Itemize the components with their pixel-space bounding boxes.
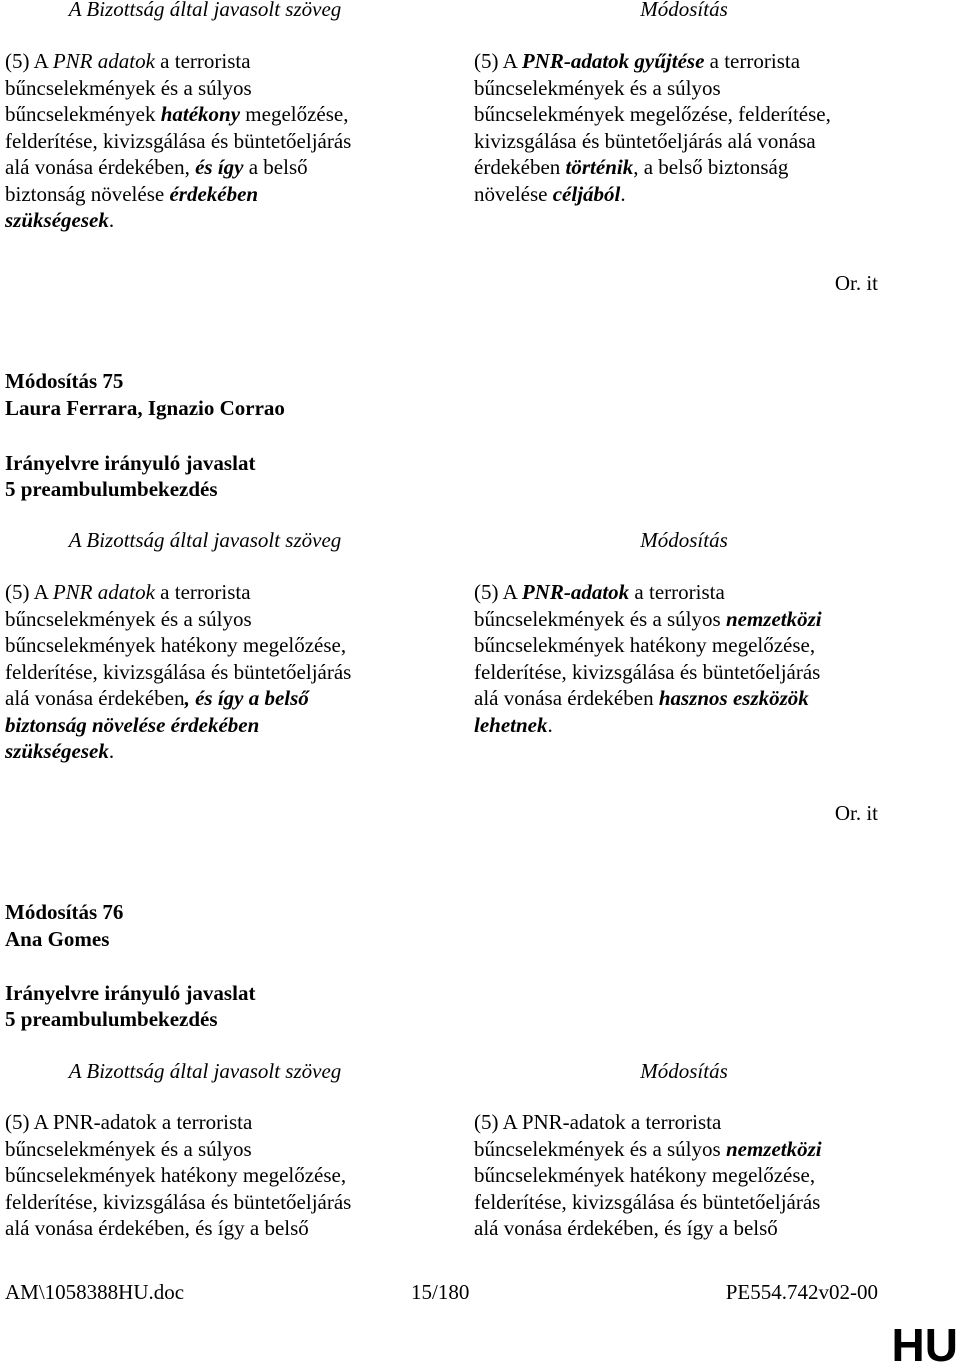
text-run: PNR-adatok [521, 580, 630, 604]
amendment-text-paragraph [474, 1109, 894, 1242]
text-line [5, 685, 405, 712]
text-run: (5) A PNR-adatok a terrorista [474, 1110, 722, 1134]
text-line [474, 579, 894, 606]
text-line [474, 75, 894, 102]
text-line [474, 181, 894, 208]
text-line [474, 1109, 894, 1136]
text-run: érdekében [169, 181, 259, 206]
text-run: a terrorista [154, 49, 251, 73]
text-run: kivizsgálása és büntetőeljárás alá vonása [474, 128, 816, 153]
text-run: . [620, 181, 626, 206]
text-run: bűncselekmények hatékony megelőzése, [5, 1163, 347, 1187]
text-run: bűncselekmények és a súlyos [474, 1136, 726, 1161]
text-run: szükségesek [5, 739, 109, 763]
text-line [5, 1109, 405, 1136]
text-run: lehetnek [474, 712, 548, 737]
text-line [5, 712, 405, 739]
text-run: nemzetközi [725, 606, 822, 631]
text-line [474, 606, 894, 633]
amendment-text-paragraph [474, 579, 894, 738]
text-run: hatékony [160, 102, 241, 126]
footer-pe-reference: PE554.742v02-00 [725, 1280, 878, 1304]
text-run: (5) A PNR-adatok a terrorista [5, 1110, 253, 1134]
original-language-label: Or. it [834, 271, 878, 295]
text-line [474, 154, 894, 181]
text-run: alá vonása érdekében, [5, 155, 196, 179]
text-run: alá vonása érdekében [5, 686, 185, 710]
text-line [5, 154, 405, 181]
text-run: nemzetközi [725, 1136, 822, 1161]
text-run: PNR adatok [52, 49, 155, 73]
text-run: és így [195, 155, 244, 179]
text-run: a terrorista [629, 580, 725, 604]
proposal-type: Irányelvre irányuló javaslat [5, 451, 256, 475]
text-run: a terrorista [704, 49, 801, 73]
footer-page-number: 15/180 [411, 1280, 470, 1304]
amendment-authors: Laura Ferrara, Ignazio Corrao [5, 396, 285, 420]
text-run: . [547, 712, 553, 737]
text-line [474, 1162, 894, 1189]
text-run: felderítése, kivizsgálása és büntetőeljárás [5, 128, 352, 153]
text-run: (5) A [5, 580, 53, 604]
commission-text-paragraph [5, 1109, 405, 1242]
amendment-number: Módosítás 75 [5, 369, 124, 393]
text-run: biztonság növelése [5, 181, 170, 206]
text-run: a terrorista [154, 580, 251, 604]
text-line [5, 738, 405, 765]
text-run: céljából [552, 181, 621, 206]
right-column-header: Módosítás [640, 0, 728, 21]
original-language-label: Or. it [834, 801, 878, 825]
text-line [474, 101, 894, 128]
text-line [474, 1215, 894, 1242]
text-run: PNR-adatok gyűjtése [521, 49, 705, 73]
text-run: bűncselekmények és a súlyos [5, 606, 252, 631]
text-line [5, 207, 405, 234]
text-line [5, 101, 405, 128]
text-run: bűncselekmények hatékony megelőzése, [5, 633, 347, 657]
text-run: bűncselekmények hatékony megelőzése, [474, 1163, 816, 1187]
text-run: bűncselekmények [5, 102, 161, 126]
text-line [5, 579, 405, 606]
text-line [474, 659, 894, 686]
text-run: (5) A [474, 49, 522, 73]
text-run: , a belső biztonság [633, 155, 789, 179]
amendment-text-paragraph [474, 48, 894, 207]
text-run: bűncselekmények megelőzése, felderítése, [474, 102, 831, 126]
text-run: történik [565, 155, 634, 179]
text-run: a belső [243, 155, 308, 179]
text-run: biztonság növelése érdekében [5, 712, 260, 737]
left-column-header: A Bizottság által javasolt szöveg [68, 1059, 342, 1083]
right-column-header: Módosítás [640, 1059, 728, 1083]
text-run: (5) A [5, 49, 53, 73]
text-run: alá vonása érdekében, és így a belső [5, 1216, 309, 1240]
text-line [5, 1136, 405, 1163]
text-line [5, 181, 405, 208]
text-run: , és így a belső [184, 686, 309, 710]
text-run: érdekében [474, 155, 566, 179]
text-run: (5) A [474, 580, 522, 604]
text-line [474, 1136, 894, 1163]
text-run: növelése [474, 181, 553, 206]
footer-document-reference: AM\1058388HU.doc [5, 1280, 185, 1304]
text-run: felderítése, kivizsgálása és büntetőeljárás [5, 1189, 352, 1214]
text-run: bűncselekmények és a súlyos [474, 606, 726, 631]
right-column-header: Módosítás [640, 528, 728, 552]
text-line [5, 606, 405, 633]
text-line [5, 659, 405, 686]
amendment-number: Módosítás 76 [5, 900, 124, 924]
text-run: felderítése, kivizsgálása és büntetőeljárás [474, 1189, 821, 1214]
recital-reference: 5 preambulumbekezdés [5, 477, 218, 501]
text-line [474, 685, 894, 712]
language-code: HU [891, 1319, 958, 1371]
text-line [474, 48, 894, 75]
text-run: szükségesek [5, 208, 109, 232]
text-line [5, 75, 405, 102]
left-column-header: A Bizottság által javasolt szöveg [68, 0, 342, 21]
text-run: PNR adatok [52, 580, 155, 604]
text-run: bűncselekmények és a súlyos [5, 75, 252, 100]
text-run: alá vonása érdekében [474, 686, 659, 710]
text-run: megelőzése, [240, 102, 349, 126]
text-run: bűncselekmények hatékony megelőzése, [474, 633, 816, 657]
text-line [474, 712, 894, 739]
text-run: . [108, 208, 115, 232]
text-run: bűncselekmények és a súlyos [474, 75, 721, 100]
text-line [5, 1162, 405, 1189]
amendment-authors: Ana Gomes [5, 927, 110, 951]
text-line [5, 128, 405, 155]
text-run: . [108, 739, 115, 763]
text-line [474, 128, 894, 155]
text-line [5, 48, 405, 75]
text-run: hasznos eszközök [658, 686, 809, 710]
text-run: felderítése, kivizsgálása és büntetőeljárás [5, 659, 352, 684]
text-run: bűncselekmények és a súlyos [5, 1136, 252, 1161]
text-line [5, 632, 405, 659]
recital-reference: 5 preambulumbekezdés [5, 1007, 218, 1031]
text-line [474, 632, 894, 659]
commission-text-paragraph [5, 579, 405, 765]
text-run: alá vonása érdekében, és így a belső [474, 1216, 778, 1240]
text-run: felderítése, kivizsgálása és büntetőeljárás [474, 659, 821, 684]
left-column-header: A Bizottság által javasolt szöveg [68, 528, 342, 552]
proposal-type: Irányelvre irányuló javaslat [5, 981, 256, 1005]
commission-text-paragraph [5, 48, 405, 234]
text-line [5, 1189, 405, 1216]
text-line [474, 1189, 894, 1216]
text-line [5, 1215, 405, 1242]
